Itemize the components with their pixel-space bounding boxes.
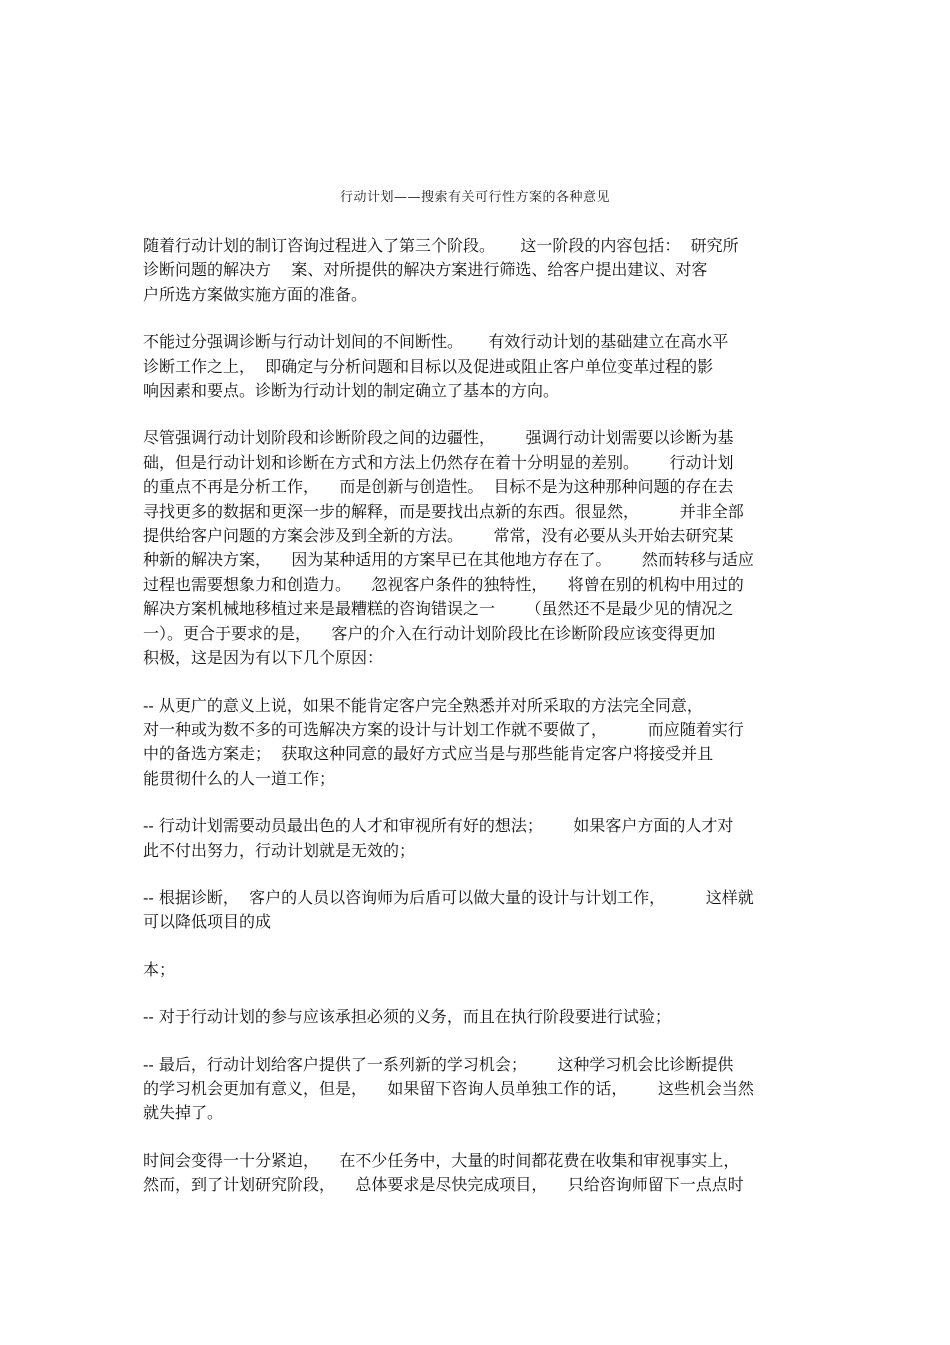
text-line: 础，但是行动计划和诊断在方式和方法上仍然存在着十分明显的差别。 行动计划 <box>143 452 734 472</box>
text-line: -- 行动计划需要动员最出色的人才和审视所有好的想法； 如果客户方面的人才对 <box>143 816 734 836</box>
text-line: 一）。更合于要求的是， 客户的介入在行动计划阶段比在诊断阶段应该变得更加 <box>143 623 716 643</box>
paragraph <box>143 694 811 792</box>
text-line: 解决方案机械地移植过来是最糟糕的咨询错误之一 （虽然还不是最少见的情况之 <box>143 599 734 619</box>
text-line: 此不付出努力，行动计划就是无效的； <box>143 840 416 860</box>
text-line: -- 从更广的意义上说，如果不能肯定客户完全熟悉并对所采取的方法完全同意， <box>143 695 703 715</box>
text-line: 的学习机会更加有意义，但是， 如果留下咨询人员单独工作的话， 这些机会当然 <box>143 1078 754 1098</box>
paragraph <box>143 330 811 403</box>
paragraph <box>143 234 811 307</box>
text-line: 提供给客户问题的方案会涉及到全新的方法。 常常，没有必要从头开始去研究某 <box>143 526 734 546</box>
text-line: 不能过分强调诊断与行动计划间的不间断性。 有效行动计划的基础建立在高水平 <box>143 332 729 352</box>
text-line: 可以降低项目的成 <box>143 912 272 932</box>
text-line: -- 最后，行动计划给客户提供了一系列新的学习机会； 这种学习机会比诊断提供 <box>143 1054 734 1074</box>
text-line: 诊断工作之上， 即确定与分析问题和目标以及促进或阻止客户单位变革过程的影 <box>143 356 714 376</box>
paragraph <box>143 426 811 670</box>
text-line: 响因素和要点。诊断为行动计划的制定确立了基本的方向。 <box>143 381 560 401</box>
text-line: 时间会变得一十分紧迫， 在不少任务中，大量的时间都花费在收集和审视事实上， <box>143 1150 740 1170</box>
text-line: 种新的解决方案， 因为某种适用的方案早已在其他地方存在了。 然而转移与适应 <box>143 550 754 570</box>
text-line: 积极，这是因为有以下几个原因： <box>143 648 384 668</box>
text-line: 本； <box>143 959 176 979</box>
paragraph <box>143 814 811 863</box>
text-line: -- 根据诊断， 客户的人员以咨询师为后盾可以做大量的设计与计划工作， 这样就 <box>143 887 754 907</box>
text-line: 中的备选方案走； 获取这种同意的最好方式应当是与那些能肯定客户将接受并且 <box>143 744 714 764</box>
text-line: 诊断问题的解决方 案、对所提供的解决方案进行筛选、给客户提出建议、对客 <box>143 260 708 280</box>
paragraph <box>143 1005 811 1029</box>
text-line: 随着行动计划的制订咨询过程进入了第三个阶段。 这一阶段的内容包括： 研究所 <box>143 236 739 255</box>
text-line: -- 对于行动计划的参与应该承担必须的义务，而且在执行阶段要进行试验； <box>143 1007 671 1027</box>
text-line: 能贯彻什么的人一道工作； <box>143 768 336 788</box>
paragraph <box>143 1053 811 1126</box>
document-title: 行动计划——搜索有关可行性方案的各种意见 <box>339 190 610 205</box>
paragraph <box>143 958 811 982</box>
text-line: 对一种或为数不多的可选解决方案的设计与计划工作就不要做了， 而应随着实行 <box>143 719 744 739</box>
text-line: 的重点不再是分析工作， 而是创新与创造性。 目标不是为这种那种问题的存在去 <box>143 477 734 497</box>
text-line: 然而，到了计划研究阶段， 总体要求是尽快完成项目， 只给咨询师留下一点点时 <box>143 1175 744 1195</box>
text-line: 就失掉了。 <box>143 1103 224 1123</box>
text-line: 过程也需要想象力和创造力。 忽视客户条件的独特性， 将曾在别的机构中用过的 <box>143 574 744 594</box>
paragraph <box>143 886 811 935</box>
text-line: 寻找更多的数据和更深一步的解释，而是要找出点新的东西。很显然， 并非全部 <box>143 501 744 521</box>
text-line: 尽管强调行动计划阶段和诊断阶段之间的边疆性， 强调行动计划需要以诊断为基 <box>143 428 734 448</box>
document-body <box>143 234 811 1221</box>
paragraph <box>143 1149 811 1198</box>
text-line: 户所选方案做实施方面的准备。 <box>143 284 368 304</box>
